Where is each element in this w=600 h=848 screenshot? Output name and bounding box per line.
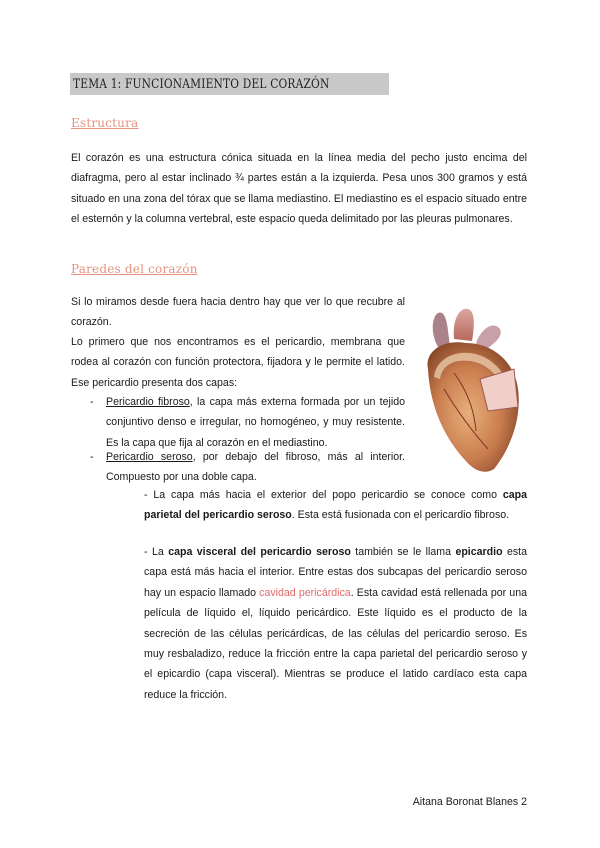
sublist-item-visceral: - La capa visceral del pericardio seroso también se le llama epicardio esta capa está más hacia el interior. Entre estas dos subcapas del pericardio seroso hay un espacio llamado cavidad pericárdica. Esta cavidad está rellenada por una película de líquido el, líquido pericárdico. Este líquido es el producto de la secreción de las células pericárdicas, de las células del pericardio seroso. Es muy resbaladizo, reduce la fricción entre la capa parietal del pericardio seroso y el epicardio (capa visceral). Mientras se produce el latido cardíaco esta capa reduce la fricción. [144,546,528,701]
sublist-item-parietal: - La capa más hacia el exterior del popo pericardio se conoce como capa parietal del pericardio seroso. Esta está fusionada con el pericardio fibroso. [144,489,527,522]
list-item-pericardio-seroso: Pericardio seroso, por debajo del fibroso, más al interior. Compuesto por una doble capa. [106,451,405,484]
footer-author: Aitana Boronat Blanes 2 [412,796,527,808]
section-heading-paredes: Paredes del corazón [71,262,198,276]
aorta-shape [454,309,474,341]
heart-pericardium-illustration [414,299,532,477]
list-dash: - [90,396,94,408]
vein-shape [433,312,450,347]
estructura-paragraph: El corazón es una estructura cónica situada en la línea media del pecho justo encima del diafragma, pero al estar inclinado ¾ partes están a la izquierda. Pesa unos 300 gramos y está situado en una zona del tórax que se llama mediastino. El mediastino es el espacio situado entre el esternón y la columna vertebral, este espacio queda delimitado por las pleuras pulmonares. [71,152,527,226]
list-item-pericardio-fibroso: Pericardio fibroso, la capa más externa formada por un tejido conjuntivo denso e irregular, no homogéneo, y muy resistente. Es la capa que fija al corazón en el mediastino. [106,396,405,449]
paredes-intro-2: Lo primero que nos encontramos es el pericardio, membrana que rodea al corazón con función protectora, fijadora y le permite el latido. Ese pericardio presenta dos capas: [71,336,405,389]
page-title: TEMA 1: FUNCIONAMIENTO DEL CORAZÓN [70,73,389,95]
section-heading-estructura: Estructura [71,116,139,130]
paredes-intro-1: Si lo miramos desde fuera hacia dentro hay que ver lo que recubre al corazón. [71,296,405,329]
list-dash: - [90,451,94,463]
